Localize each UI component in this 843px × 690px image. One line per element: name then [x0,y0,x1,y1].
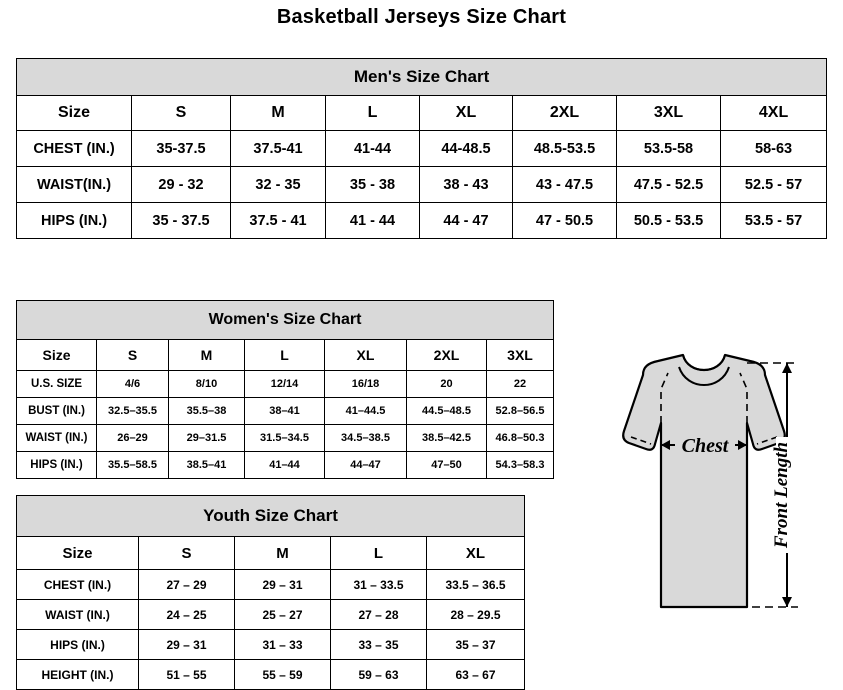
column-header: Size [17,340,97,371]
column-header: 2XL [513,96,617,131]
table-cell: 44 - 47 [420,203,513,239]
table-cell: 63 – 67 [427,660,525,690]
table-cell: 28 – 29.5 [427,600,525,630]
column-header: XL [325,340,407,371]
column-header: 4XL [721,96,827,131]
table-caption-row [17,301,554,340]
column-header: M [235,537,331,570]
table-cell: 29 – 31 [235,570,331,600]
row-label: WAIST (IN.) [17,425,97,452]
column-header: 2XL [407,340,487,371]
table-cell: 35.5–38 [169,398,245,425]
table-cell: 44-48.5 [420,131,513,167]
table-row [17,131,827,167]
row-label: U.S. SIZE [17,371,97,398]
column-header: S [139,537,235,570]
table-cell: 8/10 [169,371,245,398]
table-cell: 43 - 47.5 [513,167,617,203]
table-cell: 38–41 [245,398,325,425]
row-label: HEIGHT (IN.) [17,660,139,690]
jersey-svg [548,345,838,665]
table-cell: 4/6 [97,371,169,398]
table-cell: 35 - 38 [326,167,420,203]
table-row [17,630,525,660]
table-cell: 29 - 32 [132,167,231,203]
table-cell: 51 – 55 [139,660,235,690]
table-cell: 41–44 [245,452,325,479]
column-header: 3XL [617,96,721,131]
table-cell: 44.5–48.5 [407,398,487,425]
womens-table-caption: Women's Size Chart [17,301,554,340]
womens-size-chart-table [16,300,554,479]
table-cell: 47 - 50.5 [513,203,617,239]
column-header: S [132,96,231,131]
table-cell: 35 – 37 [427,630,525,660]
shirt-shape [623,355,785,607]
table-cell: 53.5 - 57 [721,203,827,239]
page-title: Basketball Jerseys Size Chart [276,6,567,28]
table-cell: 26–29 [97,425,169,452]
column-header: Size [17,96,132,131]
row-label: CHEST (IN.) [17,570,139,600]
table-cell: 59 – 63 [331,660,427,690]
table-cell: 54.3–58.3 [487,452,554,479]
table-cell: 53.5-58 [617,131,721,167]
table-cell: 38.5–42.5 [407,425,487,452]
table-cell: 16/18 [325,371,407,398]
table-cell: 46.8–50.3 [487,425,554,452]
table-cell: 44–47 [325,452,407,479]
row-label: CHEST (IN.) [17,131,132,167]
table-cell: 37.5 - 41 [231,203,326,239]
table-header-row [17,96,827,131]
table-row [17,398,554,425]
table-row [17,570,525,600]
row-label: WAIST(IN.) [17,167,132,203]
table-cell: 31 – 33.5 [331,570,427,600]
column-header: 3XL [487,340,554,371]
table-row [17,203,827,239]
table-row [17,371,554,398]
row-label: HIPS (IN.) [17,203,132,239]
column-header: S [97,340,169,371]
row-label: HIPS (IN.) [17,630,139,660]
column-header: XL [420,96,513,131]
table-row [17,167,827,203]
table-cell: 38.5–41 [169,452,245,479]
table-cell: 58-63 [721,131,827,167]
table-cell: 27 – 28 [331,600,427,630]
table-cell: 31.5–34.5 [245,425,325,452]
column-header: M [231,96,326,131]
table-cell: 24 – 25 [139,600,235,630]
table-cell: 52.5 - 57 [721,167,827,203]
column-header: XL [427,537,525,570]
table-cell: 35.5–58.5 [97,452,169,479]
column-header: M [169,340,245,371]
table-row [17,660,525,690]
table-cell: 37.5-41 [231,131,326,167]
row-label: BUST (IN.) [17,398,97,425]
table-cell: 35 - 37.5 [132,203,231,239]
table-cell: 47–50 [407,452,487,479]
row-label: HIPS (IN.) [17,452,97,479]
table-cell: 47.5 - 52.5 [617,167,721,203]
table-cell: 32 - 35 [231,167,326,203]
column-header: Size [17,537,139,570]
table-row [17,452,554,479]
table-cell: 52.8–56.5 [487,398,554,425]
table-cell: 29 – 31 [139,630,235,660]
table-cell: 41-44 [326,131,420,167]
table-cell: 29–31.5 [169,425,245,452]
table-cell: 32.5–35.5 [97,398,169,425]
table-cell: 25 – 27 [235,600,331,630]
table-cell: 34.5–38.5 [325,425,407,452]
column-header: L [245,340,325,371]
column-header: L [331,537,427,570]
mens-size-chart-table [16,58,827,239]
table-cell: 38 - 43 [420,167,513,203]
row-label: WAIST (IN.) [17,600,139,630]
jersey-measurement-diagram [548,345,838,665]
table-cell: 50.5 - 53.5 [617,203,721,239]
table-cell: 22 [487,371,554,398]
table-cell: 35-37.5 [132,131,231,167]
table-cell: 12/14 [245,371,325,398]
table-cell: 55 – 59 [235,660,331,690]
table-cell: 31 – 33 [235,630,331,660]
table-cell: 20 [407,371,487,398]
table-cell: 41 - 44 [326,203,420,239]
table-cell: 33 – 35 [331,630,427,660]
table-header-row [17,340,554,371]
table-row [17,600,525,630]
column-header: L [326,96,420,131]
table-cell: 33.5 – 36.5 [427,570,525,600]
table-header-row [17,537,525,570]
chest-label: Chest [681,435,729,457]
youth-table-caption: Youth Size Chart [17,496,525,537]
front-length-label: Front Length [771,441,792,549]
table-caption-row [17,59,827,96]
table-cell: 27 – 29 [139,570,235,600]
table-cell: 41–44.5 [325,398,407,425]
table-cell: 48.5-53.5 [513,131,617,167]
mens-table-caption: Men's Size Chart [17,59,827,96]
table-caption-row [17,496,525,537]
table-row [17,425,554,452]
youth-size-chart-table [16,495,525,690]
